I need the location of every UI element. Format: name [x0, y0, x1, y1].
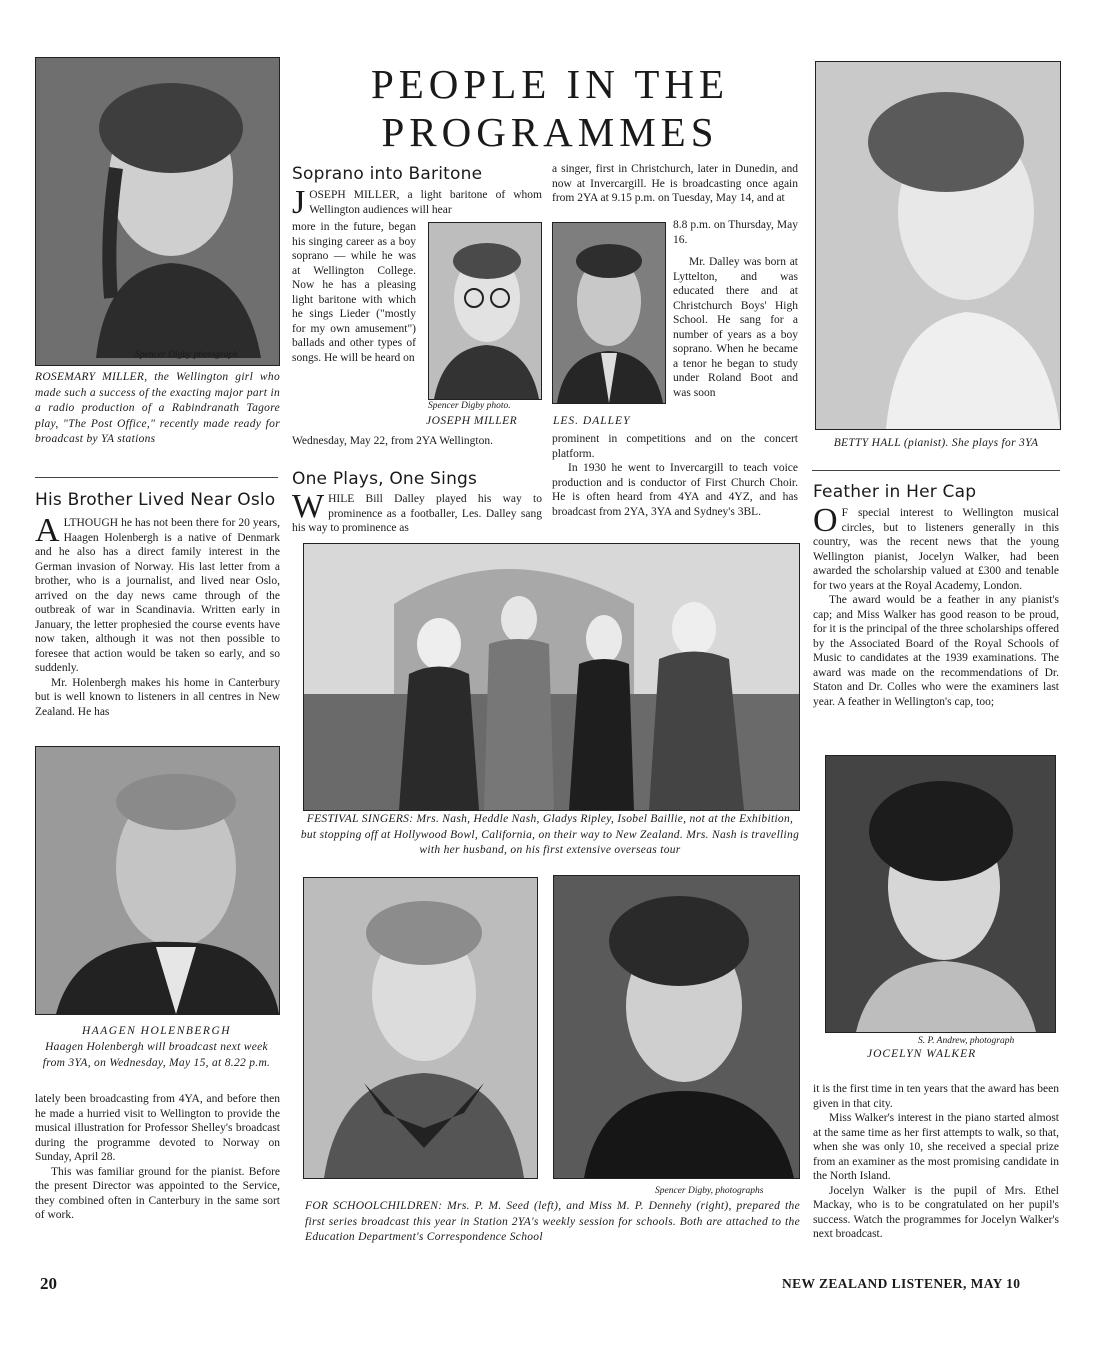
oslo-body-top: [35, 512, 280, 719]
feather-paragraph-5: Jocelyn Walker is the pupil of Mrs. Ethel Mackay, who is to be congratulated on her pupil's success. Watch the programmes for Jocelyn Walker's next broadcast.: [813, 1184, 1059, 1240]
feather-dropcap: O: [813, 502, 838, 539]
publication-footer: NEW ZEALAND LISTENER, MAY 10: [782, 1276, 1021, 1291]
dalley-paragraph-2: Mr. Dalley was born at Lyttelton, and was educated there and at Christchurch Boys' High School. He sang for a number of years as a boy soprano. When he became a tenor he began to study under Roland Boot and was soon: [673, 256, 798, 399]
betty-hall-caption: BETTY HALL (pianist). She plays for 3YA: [833, 437, 1039, 449]
miss-dennehy-photo: [553, 875, 800, 1179]
feather-paragraph-4: Miss Walker's interest in the piano started almost at the same time as her first attempts to walk, so that, when she was only 10, she received a special prize from an examiner as the most promising candidate in the North Island.: [813, 1112, 1059, 1182]
oslo-paragraph-1: LTHOUGH he has not been there for 20 years, Haagen Holenbergh is a native of Denmark and he also has a direct family interest in the German invasion of Norway. His last letter from a brother, who is a journalist, and lived near Oslo, arrived on the day news came through of the outbreak of war in Scandinavia. Written early in January, the letter prophesied the course events have now taken, although it was not then possible to foresee that action would be taken so early, and so suddenly.: [35, 517, 280, 674]
page-title: [300, 60, 800, 156]
oslo-dropcap: A: [35, 512, 60, 549]
rosemary-caption: ROSEMARY MILLER, the Wellington girl who made such a success of the exacting major part in a radio production of a Rabindranath Tagore play, "The Post Office," recently made ready for broadcast by YA stations: [35, 371, 280, 445]
dalley-paragraph-2b: prominent in competitions and on the concert platform.: [552, 433, 798, 460]
haagen-holenbergh-photo: [35, 746, 280, 1015]
dalley-paragraph-1b: 8.8 p.m. on Thursday, May 16.: [673, 219, 798, 246]
plays-dropcap: W: [292, 488, 325, 525]
soprano-end: Wednesday, May 22, from 2YA Wellington.: [292, 435, 493, 447]
feather-body-bottom: [813, 1082, 1059, 1242]
betty-hall-photo: [815, 61, 1061, 430]
oslo-body-bottom: [35, 1092, 280, 1223]
schoolchildren-credit: Spencer Digby, photographs: [655, 1186, 764, 1196]
oslo-heading: His Brother Lived Near Oslo: [35, 490, 276, 510]
jocelyn-photo-credit: S. P. Andrew, photograph: [918, 1036, 1015, 1046]
rosemary-miller-photo: [35, 57, 280, 366]
title-line-2: PROGRAMMES: [381, 109, 719, 155]
divider: [812, 470, 1060, 471]
rosemary-photo-credit: Spencer Digby photograph: [135, 350, 238, 360]
les-dalley-photo: [552, 222, 666, 404]
jocelyn-walker-name: JOCELYN WALKER: [867, 1048, 977, 1060]
oslo-paragraph-4: This was familiar ground for the pianist. Before the present Director was appointed to the Service, they combined often in Canterbury in the same sort of work.: [35, 1165, 280, 1221]
title-line-1: PEOPLE IN THE: [370, 61, 730, 107]
soprano-dropcap: J: [292, 184, 306, 221]
page-number: 20: [40, 1274, 57, 1293]
joseph-miller-photo: [428, 222, 542, 400]
soprano-narrow-column: more in the future, began his singing career as a boy soprano — while he was at Wellington College. Now he has a pleasing light baritone with which he sings Lieder ("mostly for my own amusement") ballads and other types of songs. He will be heard on: [292, 221, 416, 364]
schoolchildren-caption: FOR SCHOOLCHILDREN: Mrs. P. M. Seed (left), and Miss M. P. Dennehy (right), prepared the first series broadcast this year in Station 2YA's weekly session for schools. Both are attached to the Education Department's Correspondence School: [305, 1200, 800, 1243]
dalley-top: a singer, first in Christchurch, later in Dunedin, and now at Invercargill. He is broadcasting once again from 2YA at 9.15 p.m. on Tuesday, May 14, and at: [552, 163, 798, 204]
festival-caption: FESTIVAL SINGERS: Mrs. Nash, Heddle Nash, Gladys Ripley, Isobel Baillie, not at the Exhibition, but stopping off at Hollywood Bowl, California, on their way to New Zealand. Mrs. Nash is travelling with her husband, on his first extensive overseas tour: [300, 813, 800, 856]
plays-body: [292, 488, 542, 536]
plays-heading: One Plays, One Sings: [292, 469, 478, 489]
dalley-paragraph-3: In 1930 he went to Invercargill to teach voice production and is conductor of First Church Choir. He is often heard from 4YA and 4YZ, and has broadcast from 2YA, 3YA and Sydney's 3BL.: [552, 462, 798, 518]
oslo-paragraph-2: Mr. Holenbergh makes his home in Canterbury but is well known to listeners in all centres in New Zealand. He has: [35, 676, 280, 718]
soprano-paragraph-1a: OSEPH MILLER, a light baritone of whom Wellington audiences will hear: [309, 189, 542, 216]
feather-paragraph-3: it is the first time in ten years that the award has been given in that city.: [813, 1083, 1059, 1110]
soprano-heading: Soprano into Baritone: [292, 164, 483, 184]
divider: [35, 477, 278, 478]
feather-paragraph-1: F special interest to Wellington musical circles, but to listeners generally in this country, was the recent news that the young Wellington pianist, Jocelyn Walker, had been awarded the scholarship valued at £300 and tenable for two years at the Royal Academy, London.: [813, 507, 1059, 592]
les-dalley-name: LES. DALLEY: [553, 415, 631, 427]
plays-paragraph-1: HILE Bill Dalley played his way to prominence as a footballer, Les. Dalley sang his way to prominence as: [292, 493, 542, 534]
feather-paragraph-2: The award would be a feather in any pianist's cap; and Miss Walker has good reason to be proud, for it is the principal of the three scholarships offered by the Associated Board of the Royal Schools of Music to candidates at the 1939 examinations. The award was made on the recommendations of Dr. Staton and Dr. Colles who were the examiners last year. A feather in Wellington's cap, too;: [813, 594, 1059, 708]
soprano-intro: [292, 184, 542, 221]
joseph-miller-name: JOSEPH MILLER: [426, 415, 518, 427]
holenbergh-caption: Haagen Holenbergh will broadcast next week from 3YA, on Wednesday, May 15, at 8.22 p.m.: [42, 1041, 271, 1069]
jocelyn-walker-photo: [825, 755, 1056, 1033]
oslo-paragraph-3: lately been broadcasting from 4YA, and before then he made a hurried visit to Wellington to provide the musical illustration for Professor Shelley's broadcast during the programme devoted to Norway on Sunday, April 28.: [35, 1093, 280, 1163]
feather-body-top: [813, 502, 1059, 709]
holenbergh-name: HAAGEN HOLENBERGH: [81, 1025, 232, 1037]
festival-singers-photo: [303, 543, 800, 811]
joseph-photo-credit: Spencer Digby photo.: [428, 401, 511, 411]
dalley-narrow: [673, 218, 798, 400]
mrs-seed-photo: [303, 877, 538, 1179]
feather-heading: Feather in Her Cap: [813, 482, 977, 502]
dalley-bottom: [552, 432, 798, 519]
